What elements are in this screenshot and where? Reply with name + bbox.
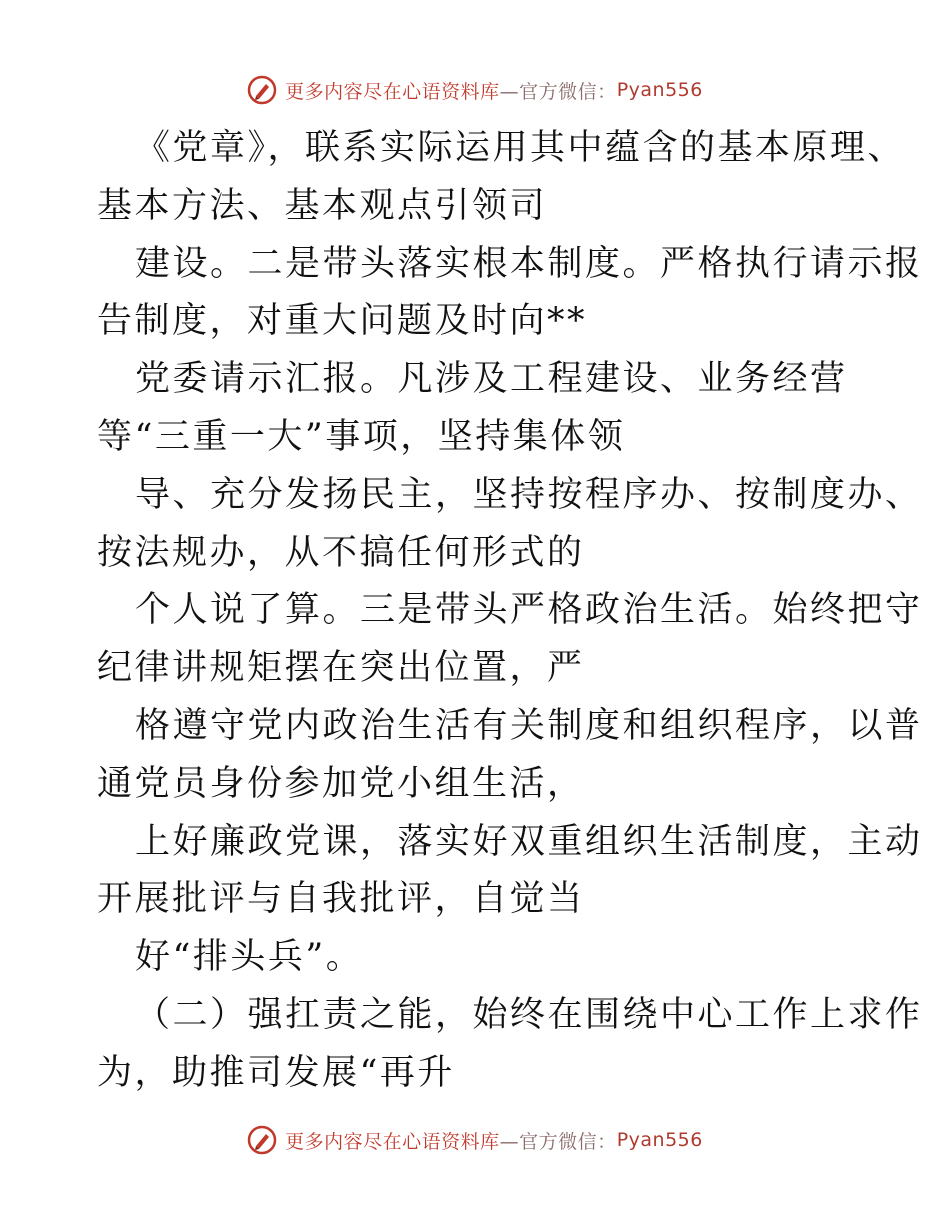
body-line: 《党章》，联系实际运用其中蕴含的基本原理、 [135, 128, 906, 168]
header-wechat-id: Pyan556 [616, 79, 703, 101]
body-line: 基本方法、基本观点引领司 [97, 185, 548, 226]
header-watermark-banner [0, 70, 950, 110]
body-line: 纪律讲规矩摆在突出位置，严 [97, 648, 585, 689]
body-line: 个人说了算。三是带头严格政治生活。始终把守 [135, 590, 923, 631]
body-line: （二）强扛责之能，始终在围绕中心工作上求作 [135, 994, 923, 1035]
body-line: 告制度，对重大问题及时向** [97, 301, 588, 342]
body-line: 开展批评与自我批评，自觉当 [97, 879, 585, 920]
document-body [97, 120, 923, 1103]
body-line: 建设。二是带头落实根本制度。严格执行请示报 [135, 243, 923, 284]
body-line: 等“三重一大”事项，坚持集体领 [97, 416, 626, 457]
body-line: 好“排头兵”。 [135, 937, 364, 978]
pen-logo-icon [247, 1125, 277, 1155]
body-line: 按法规办，从不搞任何形式的 [97, 532, 585, 573]
footer-wechat-id: Pyan556 [616, 1129, 703, 1151]
footer-brand-text: 更多内容尽在心语资料库 [285, 1130, 500, 1153]
body-line: 上好廉政党课，落实好双重组织生活制度，主动 [135, 821, 923, 862]
body-line: 为，助推司发展“再升 [97, 1052, 455, 1093]
footer-watermark-banner [0, 1120, 950, 1160]
body-line: 导、充分发扬民主，坚持按程序办、按制度办、 [135, 474, 923, 515]
body-line: 通党员身份参加党小组生活， [97, 763, 585, 804]
footer-official-text: —官方微信： [499, 1130, 617, 1153]
header-brand-text: 更多内容尽在心语资料库 [285, 80, 500, 103]
pen-logo-icon [247, 75, 277, 105]
header-official-text: —官方微信： [499, 80, 617, 103]
body-line: 格遵守党内政治生活有关制度和组织程序，以普 [135, 705, 923, 746]
body-line: 党委请示汇报。凡涉及工程建设、业务经营 [135, 359, 848, 400]
